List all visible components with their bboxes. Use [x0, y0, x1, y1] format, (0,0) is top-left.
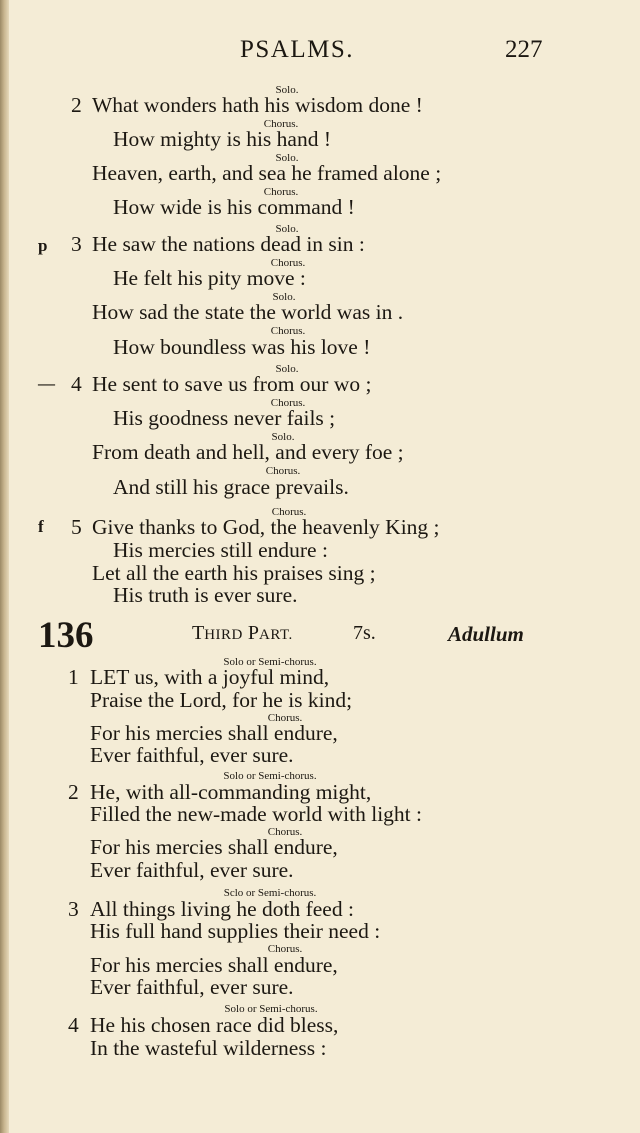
verse-line: How wide is his command !	[113, 195, 355, 219]
verse-number: 1	[68, 665, 79, 689]
verse-line: And still his grace prevails.	[113, 475, 349, 499]
verse-number: 2	[68, 780, 79, 804]
part-heading: THIRD PART.	[192, 622, 293, 644]
verse-line: Filled the new-made world with light :	[90, 802, 423, 826]
verse-line: Give thanks to God, the heavenly King ;	[92, 515, 440, 539]
verse-line: For his mercies shall endure,	[90, 721, 338, 745]
verse-line: He sent to save us from our wo ;	[92, 372, 372, 396]
verse-line: From death and hell, and every foe ;	[92, 440, 404, 464]
page-number: 227	[505, 36, 543, 63]
verse-line: How mighty is his hand !	[113, 127, 331, 151]
performance-cue: Solo.	[275, 152, 299, 164]
hymn-number: 136	[38, 615, 94, 656]
verse-line: Praise the Lord, for he is kind;	[90, 688, 353, 712]
verse-line: Ever faithful, ever sure.	[90, 743, 294, 767]
verse-line: His truth is ever sure.	[113, 583, 298, 607]
performance-cue: Solo.	[275, 363, 299, 375]
performance-cue: Chorus.	[263, 186, 299, 198]
performance-cue: Chorus.	[263, 118, 299, 130]
performance-cue: Chorus.	[265, 465, 301, 477]
performance-cue: Solo or Semi-chorus.	[223, 656, 317, 668]
verse-line: He felt his pity move :	[113, 266, 306, 290]
verse-number: 2	[71, 93, 82, 117]
performance-cue: Solo.	[275, 84, 299, 96]
performance-cue: Solo.	[272, 291, 296, 303]
performance-cue: Chorus.	[270, 397, 306, 409]
verse-line: In the wasteful wilderness :	[90, 1036, 327, 1060]
verse-number: 5	[71, 515, 82, 539]
dynamic-marking: —	[38, 374, 55, 393]
verse-line: Heaven, earth, and sea he framed alone ;	[92, 161, 442, 185]
verse-number: 4	[68, 1013, 79, 1037]
verse-line: All things living he doth feed :	[90, 897, 354, 921]
verse-line: Ever faithful, ever sure.	[90, 975, 294, 999]
verse-line: Ever faithful, ever sure.	[90, 858, 294, 882]
performance-cue: Chorus.	[267, 826, 303, 838]
performance-cue: Solo.	[275, 223, 299, 235]
verse-line: He saw the nations dead in sin :	[92, 232, 365, 256]
verse-line: He his chosen race did bless,	[90, 1013, 339, 1037]
verse-line: What wonders hath his wisdom done !	[92, 93, 423, 117]
verse-line: How sad the state the world was in .	[92, 300, 404, 324]
verse-line: How boundless was his love !	[113, 335, 371, 359]
performance-cue: Chorus.	[271, 506, 307, 518]
verse-line: LET us, with a joyful mind,	[90, 665, 330, 689]
performance-cue: Solo or Semi-chorus.	[224, 1003, 318, 1015]
performance-cue: Solo.	[271, 431, 295, 443]
meter-label: 7s.	[353, 622, 376, 644]
performance-cue: Chorus.	[270, 257, 306, 269]
dynamic-marking: f	[38, 517, 44, 536]
verse-line: For his mercies shall endure,	[90, 953, 338, 977]
performance-cue: Solo or Semi-chorus.	[223, 770, 317, 782]
verse-line: For his mercies shall endure,	[90, 835, 338, 859]
performance-cue: Chorus.	[267, 943, 303, 955]
verse-line: His goodness never fails ;	[113, 406, 336, 430]
verse-line: His mercies still endure :	[113, 538, 328, 562]
verse-number: 3	[71, 232, 82, 256]
verse-number: 3	[68, 897, 79, 921]
running-title: PSALMS.	[240, 36, 355, 63]
dynamic-marking: p	[38, 236, 48, 255]
tune-name: Adullum	[448, 622, 524, 646]
performance-cue: Chorus.	[270, 325, 306, 337]
performance-cue: Sclo or Semi-chorus.	[223, 887, 317, 899]
verse-line: He, with all-commanding might,	[90, 780, 372, 804]
verse-number: 4	[71, 372, 82, 396]
page-spine-edge	[0, 0, 9, 1133]
performance-cue: Chorus.	[267, 712, 303, 724]
verse-line: Let all the earth his praises sing ;	[92, 561, 376, 585]
verse-line: His full hand supplies their need :	[90, 919, 381, 943]
